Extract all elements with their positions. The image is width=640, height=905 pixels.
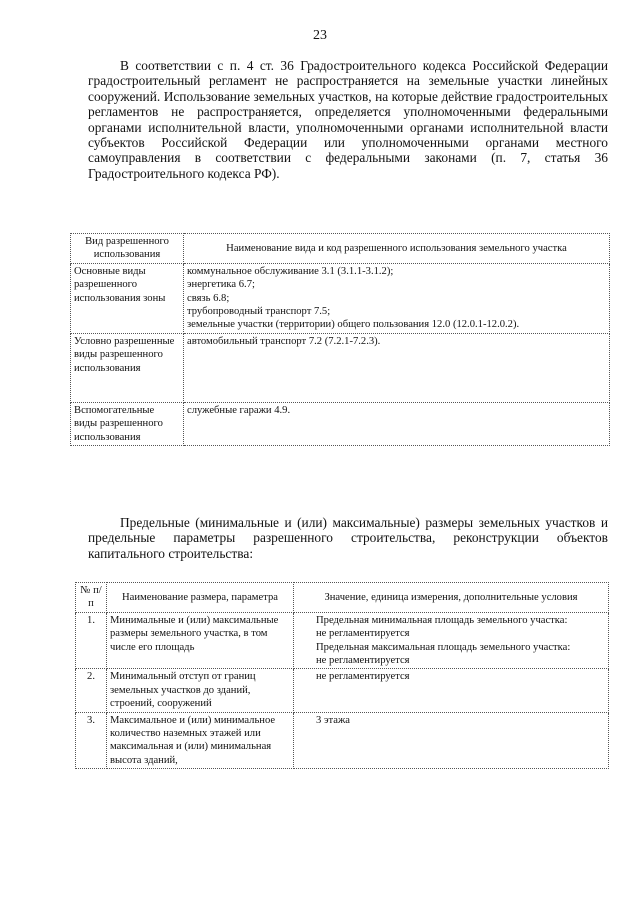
limits-paragraph: Предельные (минимальные и (или) максимальные) размеры земельных участков и предельные параметры разрешенного строительства, реконструкции объектов капитального строительства: [88,515,608,561]
use-item: служебные гаражи 4.9. [187,404,291,416]
parameters-table [75,582,609,769]
value-line: не регламентируется [316,628,410,640]
header-parameter-name: Наименование размера, параметра [107,583,294,613]
value-line: не регламентируется [316,655,410,667]
header-use-kind: Вид разрешенного использования [71,234,184,264]
use-item: земельные участки (территории) общего пользования 12.0 (12.0.1-12.0.2). [187,319,520,331]
use-item: коммунальное обслуживание 3.1 (3.1.1-3.1.2); [187,265,394,277]
use-kind-cell: Основные виды разрешенного использования зоны [71,263,184,333]
row-number: 2. [76,669,107,712]
use-items-cell [184,402,610,445]
permitted-uses-table [70,233,610,446]
table-row [76,669,609,712]
use-items-cell [184,333,610,402]
table-row [71,333,610,402]
table-header-row [76,583,609,613]
header-number: № п/п [76,583,107,613]
use-item: связь 6.8; [187,292,230,304]
parameter-value-cell [294,712,609,769]
page-number: 23 [313,28,327,43]
use-kind-cell: Вспомогательные виды разрешенного использования [71,402,184,445]
parameter-name-cell: Минимальный отступ от границ земельных участков до зданий, строений, сооружений [107,669,294,712]
parameter-value-cell [294,612,609,669]
use-item: трубопроводный транспорт 7.5; [187,306,331,318]
table-row [76,612,609,669]
use-item: автомобильный транспорт 7.2 (7.2.1-7.2.3). [187,335,381,347]
parameter-name-cell: Минимальные и (или) максимальные размеры земельного участка, в том числе его площадь [107,612,294,669]
value-line: 3 этажа [316,714,350,726]
row-number: 3. [76,712,107,769]
table-row [76,712,609,769]
table-row [71,263,610,333]
intro-paragraph: В соответствии с п. 4 ст. 36 Градостроительного кодекса Российской Федерации градостроительный регламент не распространяется на земельные участки линейных сооружений. Использование земельных участков, на которые действие градостроительных регламентов не распространяется, определяется уполномоченными федеральными органами исполнительной власти, уполномоченными органами исполнительной власти субъектов Российской Федерации или уполномоченными органами местного самоуправления в соответствии с федеральными законами (п. 7, статья 36 Градостроительного кодекса РФ). [88,58,608,181]
table-row [71,402,610,445]
use-kind-cell: Условно разрешенные виды разрешенного использования [71,333,184,402]
use-items-cell [184,263,610,333]
row-number: 1. [76,612,107,669]
header-use-name: Наименование вида и код разрешенного использования земельного участка [184,234,610,264]
parameter-name-cell: Максимальное и (или) минимальное количество наземных этажей или максимальная и (или) минимальная высота зданий, [107,712,294,769]
value-line: Предельная минимальная площадь земельного участка: [316,614,568,626]
value-line: Предельная максимальная площадь земельного участка: [316,641,571,653]
use-item: энергетика 6.7; [187,279,255,291]
parameter-value-cell [294,669,609,712]
value-line: не регламентируется [316,671,410,683]
header-parameter-value: Значение, единица измерения, дополнительные условия [294,583,609,613]
table-header-row [71,234,610,264]
